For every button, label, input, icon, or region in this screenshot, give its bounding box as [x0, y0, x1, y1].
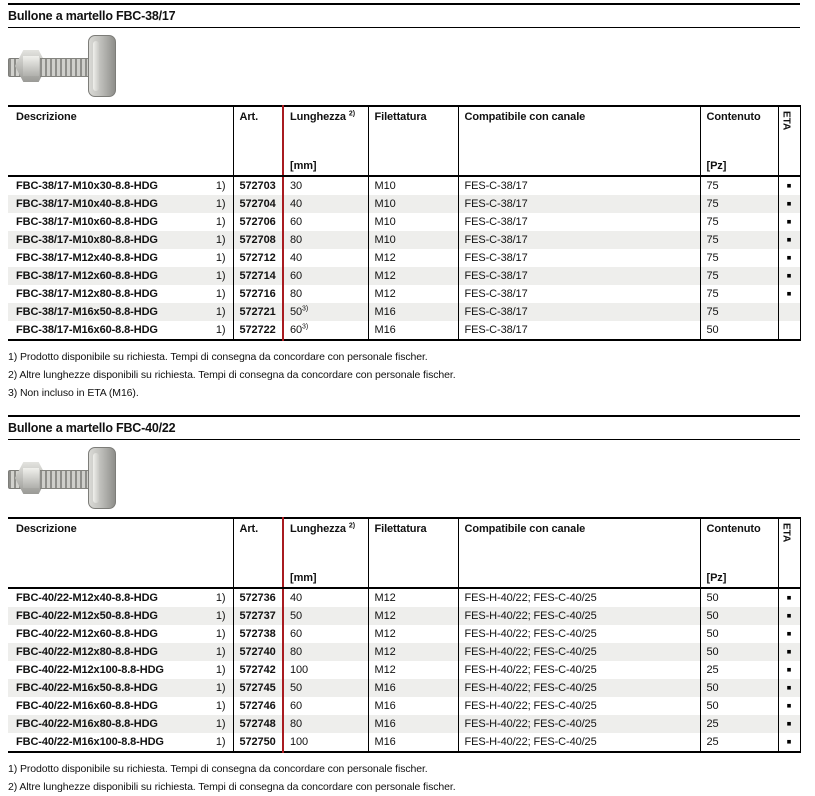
eta-approval-marker: ■: [778, 588, 800, 607]
table-header-row: [8, 106, 800, 176]
product-description: FBC-38/17-M16x60-8.8-HDG: [16, 324, 158, 336]
length-value: 40: [290, 592, 303, 604]
section-fbc-38-17: [8, 3, 800, 402]
length-cell: [283, 625, 368, 643]
footnote: 2) Altre lunghezze disponibili su richiesta. Tempi di consegna da concordare con personale fischer.: [8, 781, 456, 793]
thread-size: M10: [368, 176, 458, 195]
table-row: [8, 176, 800, 195]
product-description: FBC-38/17-M12x40-8.8-HDG: [16, 252, 158, 264]
content-quantity: 75: [700, 213, 778, 231]
length-cell: [283, 679, 368, 697]
header-description: Descrizione: [8, 106, 233, 176]
header-eta: ETA: [778, 518, 800, 588]
table-row: [8, 588, 800, 607]
footnote-ref: 1): [215, 664, 226, 676]
thread-size: M10: [368, 213, 458, 231]
eta-approval-marker: ■: [778, 195, 800, 213]
article-number: 572708: [233, 231, 283, 249]
t-bolt-product-photo: [8, 447, 124, 509]
description-cell: [8, 588, 233, 607]
description-cell: [8, 249, 233, 267]
content-quantity: 75: [700, 267, 778, 285]
description-cell: [8, 303, 233, 321]
length-value: 50: [290, 682, 303, 694]
product-description: FBC-38/17-M10x40-8.8-HDG: [16, 198, 158, 210]
header-length-footnote-ref: 2): [348, 522, 355, 530]
product-description: FBC-40/22-M12x100-8.8-HDG: [16, 664, 164, 676]
description-cell: [8, 231, 233, 249]
content-quantity: 75: [700, 303, 778, 321]
products-table: [8, 517, 801, 753]
length-value: 40: [290, 198, 303, 210]
article-number: 572737: [233, 607, 283, 625]
length-footnote-ref: 3): [302, 323, 309, 331]
description-cell: [8, 321, 233, 340]
footnote-ref: 1): [215, 270, 226, 282]
thread-size: M12: [368, 607, 458, 625]
article-number: 572746: [233, 697, 283, 715]
content-quantity: 75: [700, 176, 778, 195]
footnote: 3) Non incluso in ETA (M16).: [8, 387, 139, 399]
table-row: [8, 643, 800, 661]
article-number: 572742: [233, 661, 283, 679]
compatible-channel: FES-C-38/17: [458, 267, 700, 285]
length-value: 60: [290, 270, 303, 282]
length-cell: [283, 661, 368, 679]
article-number: 572704: [233, 195, 283, 213]
content-quantity: 75: [700, 231, 778, 249]
compatible-channel: FES-H-40/22; FES-C-40/25: [458, 607, 700, 625]
description-cell: [8, 643, 233, 661]
thread-size: M12: [368, 285, 458, 303]
product-description: FBC-40/22-M12x50-8.8-HDG: [16, 610, 158, 622]
thread-size: M12: [368, 661, 458, 679]
compatible-channel: FES-C-38/17: [458, 213, 700, 231]
article-number: 572706: [233, 213, 283, 231]
compatible-channel: FES-C-38/17: [458, 249, 700, 267]
article-number: 572748: [233, 715, 283, 733]
length-value: 100: [290, 664, 309, 676]
length-cell: [283, 249, 368, 267]
description-cell: [8, 733, 233, 752]
length-value: 30: [290, 180, 303, 192]
table-row: [8, 231, 800, 249]
bolt-t-head: [88, 447, 116, 509]
description-cell: [8, 285, 233, 303]
length-cell: [283, 588, 368, 607]
footnote-ref: 1): [215, 180, 226, 192]
content-quantity: 75: [700, 195, 778, 213]
eta-approval-marker: ■: [778, 643, 800, 661]
header-content-unit: [Pz]: [706, 160, 727, 172]
footnote-ref: 1): [215, 306, 226, 318]
footnote: 1) Prodotto disponibile su richiesta. Tempi di consegna da concordare con personale fischer.: [8, 763, 428, 775]
length-cell: [283, 285, 368, 303]
header-eta: ETA: [778, 106, 800, 176]
length-value: 60: [290, 700, 303, 712]
footnote-ref: 1): [215, 700, 226, 712]
length-cell: [283, 715, 368, 733]
header-content-unit: [Pz]: [706, 572, 727, 584]
description-cell: [8, 267, 233, 285]
thread-size: M16: [368, 303, 458, 321]
length-cell: [283, 176, 368, 195]
compatible-channel: FES-H-40/22; FES-C-40/25: [458, 588, 700, 607]
product-description: FBC-40/22-M16x50-8.8-HDG: [16, 682, 158, 694]
eta-approval-marker: ■: [778, 715, 800, 733]
eta-approval-marker: ■: [778, 285, 800, 303]
table-row: [8, 249, 800, 267]
length-value: 80: [290, 234, 303, 246]
header-content: Contenuto [Pz]: [700, 106, 778, 176]
content-quantity: 50: [700, 588, 778, 607]
article-number: 572738: [233, 625, 283, 643]
product-description: FBC-40/22-M12x80-8.8-HDG: [16, 646, 158, 658]
length-value: 40: [290, 252, 303, 264]
thread-size: M16: [368, 679, 458, 697]
header-thread: Filettatura: [368, 106, 458, 176]
catalog-page: [0, 3, 815, 796]
table-row: [8, 733, 800, 752]
bolt-t-head: [88, 35, 116, 97]
eta-approval-marker: ■: [778, 213, 800, 231]
section-title-rule: [8, 439, 800, 440]
table-row: [8, 679, 800, 697]
header-content: Contenuto [Pz]: [700, 518, 778, 588]
description-cell: [8, 195, 233, 213]
footnote: 1) Prodotto disponibile su richiesta. Tempi di consegna da concordare con personale fischer.: [8, 351, 428, 363]
header-length: Lunghezza $^{2)}$ [mm]: [283, 106, 368, 176]
product-description: FBC-40/22-M16x100-8.8-HDG: [16, 736, 164, 748]
description-cell: [8, 607, 233, 625]
thread-size: M16: [368, 321, 458, 340]
length-cell: [283, 213, 368, 231]
table-row: [8, 285, 800, 303]
table-row: [8, 321, 800, 340]
header-article: Art.: [233, 106, 283, 176]
compatible-channel: FES-C-38/17: [458, 303, 700, 321]
description-cell: [8, 625, 233, 643]
eta-approval-marker: ■: [778, 625, 800, 643]
header-length: Lunghezza $^{2)}$ [mm]: [283, 518, 368, 588]
products-table: [8, 105, 801, 341]
content-quantity: 25: [700, 733, 778, 752]
product-description: FBC-38/17-M10x80-8.8-HDG: [16, 234, 158, 246]
product-description: FBC-38/17-M12x60-8.8-HDG: [16, 270, 158, 282]
article-number: 572750: [233, 733, 283, 752]
footnote-ref: 1): [215, 718, 226, 730]
footnote-ref: 1): [215, 736, 226, 748]
content-quantity: 50: [700, 321, 778, 340]
eta-approval-marker: ■: [778, 661, 800, 679]
eta-approval-marker: ■: [778, 249, 800, 267]
length-value: 50: [290, 610, 303, 622]
article-number: 572703: [233, 176, 283, 195]
content-quantity: 25: [700, 661, 778, 679]
footnotes-block: [8, 760, 800, 796]
compatible-channel: FES-C-38/17: [458, 231, 700, 249]
length-footnote-ref: 3): [302, 305, 309, 313]
header-compatible-channel: Compatibile con canale: [458, 106, 700, 176]
footnote: 2) Altre lunghezze disponibili su richiesta. Tempi di consegna da concordare con personale fischer.: [8, 369, 456, 381]
footnote-ref: 1): [215, 682, 226, 694]
footnote-ref: 1): [215, 198, 226, 210]
eta-approval-marker: [778, 321, 800, 340]
content-quantity: 50: [700, 607, 778, 625]
thread-size: M16: [368, 715, 458, 733]
thread-size: M10: [368, 195, 458, 213]
table-row: [8, 195, 800, 213]
content-quantity: 50: [700, 679, 778, 697]
thread-size: M16: [368, 733, 458, 752]
footnotes-block: [8, 348, 800, 402]
eta-approval-marker: [778, 303, 800, 321]
table-row: [8, 715, 800, 733]
compatible-channel: FES-H-40/22; FES-C-40/25: [458, 625, 700, 643]
length-cell: [283, 733, 368, 752]
footnote-ref: 1): [215, 324, 226, 336]
eta-approval-marker: ■: [778, 267, 800, 285]
content-quantity: 75: [700, 285, 778, 303]
section-title: Bullone a martello FBC-38/17: [8, 9, 176, 23]
article-number: 572714: [233, 267, 283, 285]
content-quantity: 50: [700, 643, 778, 661]
description-cell: [8, 679, 233, 697]
product-description: FBC-38/17-M10x30-8.8-HDG: [16, 180, 158, 192]
length-value: 80: [290, 718, 303, 730]
table-header-row: [8, 518, 800, 588]
eta-approval-marker: ■: [778, 733, 800, 752]
compatible-channel: FES-H-40/22; FES-C-40/25: [458, 643, 700, 661]
thread-size: M10: [368, 231, 458, 249]
thread-size: M12: [368, 249, 458, 267]
eta-approval-marker: ■: [778, 679, 800, 697]
product-description: FBC-40/22-M12x60-8.8-HDG: [16, 628, 158, 640]
section-top-rule: [8, 3, 800, 5]
bolt-threaded-shaft: [40, 470, 92, 489]
length-cell: [283, 643, 368, 661]
length-value: 100: [290, 736, 309, 748]
length-cell: [283, 607, 368, 625]
table-row: [8, 303, 800, 321]
footnote-ref: 1): [215, 610, 226, 622]
thread-size: M12: [368, 588, 458, 607]
product-description: FBC-38/17-M12x80-8.8-HDG: [16, 288, 158, 300]
article-number: 572745: [233, 679, 283, 697]
product-description: FBC-38/17-M10x60-8.8-HDG: [16, 216, 158, 228]
description-cell: [8, 176, 233, 195]
table-row: [8, 213, 800, 231]
product-description: FBC-40/22-M16x60-8.8-HDG: [16, 700, 158, 712]
footnote-ref: 1): [215, 234, 226, 246]
eta-approval-marker: ■: [778, 697, 800, 715]
description-cell: [8, 213, 233, 231]
compatible-channel: FES-H-40/22; FES-C-40/25: [458, 661, 700, 679]
table-row: [8, 625, 800, 643]
table-row: [8, 697, 800, 715]
length-value: 80: [290, 288, 303, 300]
header-article: Art.: [233, 518, 283, 588]
footnote-ref: 1): [215, 592, 226, 604]
product-description: FBC-40/22-M12x40-8.8-HDG: [16, 592, 158, 604]
article-number: 572721: [233, 303, 283, 321]
length-cell: [283, 267, 368, 285]
content-quantity: 25: [700, 715, 778, 733]
footnote-ref: 1): [215, 646, 226, 658]
length-cell: [283, 195, 368, 213]
eta-approval-marker: ■: [778, 231, 800, 249]
header-length-footnote-ref: 2): [348, 110, 355, 118]
article-number: 572736: [233, 588, 283, 607]
section-title-rule: [8, 27, 800, 28]
thread-size: M16: [368, 697, 458, 715]
footnote-ref: 1): [215, 288, 226, 300]
thread-size: M12: [368, 625, 458, 643]
length-value: 60: [290, 628, 303, 640]
length-value: 60: [290, 324, 303, 336]
compatible-channel: FES-C-38/17: [458, 285, 700, 303]
content-quantity: 50: [700, 697, 778, 715]
description-cell: [8, 697, 233, 715]
length-value: 60: [290, 216, 303, 228]
description-cell: [8, 715, 233, 733]
article-number: 572740: [233, 643, 283, 661]
table-row: [8, 267, 800, 285]
thread-size: M12: [368, 643, 458, 661]
bolt-threaded-shaft: [40, 58, 92, 77]
product-description: FBC-40/22-M16x80-8.8-HDG: [16, 718, 158, 730]
compatible-channel: FES-C-38/17: [458, 176, 700, 195]
footnote-ref: 1): [215, 252, 226, 264]
header-description: Descrizione: [8, 518, 233, 588]
compatible-channel: FES-H-40/22; FES-C-40/25: [458, 679, 700, 697]
header-length-unit: [mm]: [290, 160, 317, 172]
compatible-channel: FES-H-40/22; FES-C-40/25: [458, 715, 700, 733]
compatible-channel: FES-C-38/17: [458, 321, 700, 340]
length-value: 50: [290, 306, 303, 318]
length-cell: [283, 321, 368, 340]
description-cell: [8, 661, 233, 679]
header-compatible-channel: Compatibile con canale: [458, 518, 700, 588]
footnote-ref: 1): [215, 628, 226, 640]
compatible-channel: FES-H-40/22; FES-C-40/25: [458, 733, 700, 752]
length-value: 80: [290, 646, 303, 658]
length-cell: [283, 231, 368, 249]
length-cell: [283, 697, 368, 715]
product-description: FBC-38/17-M16x50-8.8-HDG: [16, 306, 158, 318]
compatible-channel: FES-C-38/17: [458, 195, 700, 213]
compatible-channel: FES-H-40/22; FES-C-40/25: [458, 697, 700, 715]
section-fbc-40-22: [8, 415, 800, 796]
content-quantity: 50: [700, 625, 778, 643]
article-number: 572712: [233, 249, 283, 267]
eta-approval-marker: ■: [778, 176, 800, 195]
length-cell: [283, 303, 368, 321]
t-bolt-product-photo: [8, 35, 124, 97]
eta-approval-marker: ■: [778, 607, 800, 625]
table-row: [8, 661, 800, 679]
header-length-unit: [mm]: [290, 572, 317, 584]
footnote-ref: 1): [215, 216, 226, 228]
section-title: Bullone a martello FBC-40/22: [8, 421, 176, 435]
article-number: 572716: [233, 285, 283, 303]
thread-size: M12: [368, 267, 458, 285]
article-number: 572722: [233, 321, 283, 340]
header-thread: Filettatura: [368, 518, 458, 588]
table-row: [8, 607, 800, 625]
section-top-rule: [8, 415, 800, 417]
content-quantity: 75: [700, 249, 778, 267]
